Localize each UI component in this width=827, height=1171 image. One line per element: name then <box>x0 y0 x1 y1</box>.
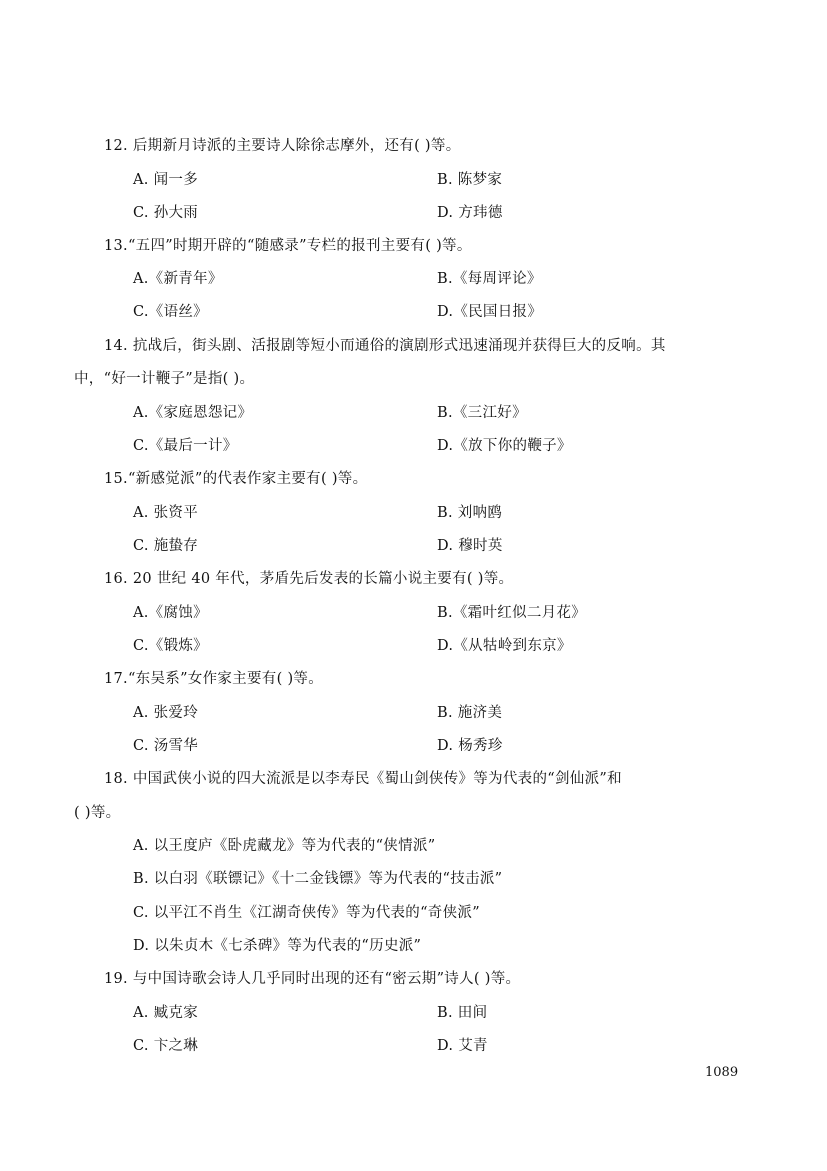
question-17-option-c: C. 汤雪华 <box>133 738 199 754</box>
page-number: 1089 <box>705 1065 739 1080</box>
question-13-option-b: B.《每周评论》 <box>437 271 542 287</box>
question-18-option-d: D. 以朱贞木《七杀碑》等为代表的“历史派” <box>133 938 422 954</box>
question-15-option-a: A. 张资平 <box>133 505 198 521</box>
question-14-stem: 14. 抗战后，街头剧、活报剧等短小而通俗的演剧形式迅速涌现并获得巨大的反响。其 <box>104 338 666 354</box>
question-13-option-c: C.《语丝》 <box>133 304 208 320</box>
question-19-option-c: C. 卞之琳 <box>133 1038 199 1054</box>
question-17-stem: 17.“东吴系”女作家主要有( )等。 <box>104 671 324 687</box>
question-12-option-b: B. 陈梦家 <box>437 172 503 188</box>
question-19-option-a: A. 臧克家 <box>133 1005 198 1021</box>
question-14-option-d: D.《放下你的鞭子》 <box>437 438 572 454</box>
question-12-option-c: C. 孙大雨 <box>133 205 199 221</box>
question-14-option-a: A.《家庭恩怨记》 <box>133 405 253 421</box>
question-12-option-d: D. 方玮德 <box>437 205 503 221</box>
question-16-stem: 16. 20 世纪 40 年代，茅盾先后发表的长篇小说主要有( )等。 <box>104 571 514 587</box>
question-18-option-a: A. 以王度庐《卧虎藏龙》等为代表的“侠情派” <box>133 838 436 854</box>
question-15-option-c: C. 施蛰存 <box>133 538 199 554</box>
question-14-option-b: B.《三江好》 <box>437 405 527 421</box>
question-18-stem: 18. 中国武侠小说的四大流派是以李寿民《蜀山剑侠传》等为代表的“剑仙派”和 <box>104 771 622 787</box>
question-16-option-c: C.《锻炼》 <box>133 638 208 654</box>
question-14-option-c: C.《最后一计》 <box>133 438 238 454</box>
question-12-stem: 12. 后期新月诗派的主要诗人除徐志摩外，还有( )等。 <box>104 138 461 154</box>
question-16-option-a: A.《腐蚀》 <box>133 605 208 621</box>
question-16-option-d: D.《从牯岭到东京》 <box>437 638 572 654</box>
question-15-option-d: D. 穆时英 <box>437 538 503 554</box>
question-13-option-d: D.《民国日报》 <box>437 304 543 320</box>
question-17-option-a: A. 张爱玲 <box>133 705 198 721</box>
question-17-option-d: D. 杨秀珍 <box>437 738 503 754</box>
question-13-option-a: A.《新青年》 <box>133 271 223 287</box>
question-17-option-b: B. 施济美 <box>437 705 503 721</box>
question-18-stem-continued: ( )等。 <box>74 805 121 821</box>
question-15-option-b: B. 刘呐鸥 <box>437 505 503 521</box>
question-16-option-b: B.《霜叶红似二月花》 <box>437 605 587 621</box>
question-19-option-d: D. 艾青 <box>437 1038 488 1054</box>
question-14-stem-continued: 中，“好一计鞭子”是指( )。 <box>74 371 255 387</box>
question-15-stem: 15.“新感觉派”的代表作家主要有( )等。 <box>104 471 368 487</box>
question-13-stem: 13.“五四”时期开辟的“随感录”专栏的报刊主要有( )等。 <box>104 238 472 254</box>
question-12-option-a: A. 闻一多 <box>133 172 198 188</box>
question-19-option-b: B. 田间 <box>437 1005 488 1021</box>
question-18-option-c: C. 以平江不肖生《江湖奇侠传》等为代表的“奇侠派” <box>133 905 480 921</box>
question-18-option-b: B. 以白羽《联镖记》《十二金钱镖》等为代表的“技击派” <box>133 871 503 887</box>
question-19-stem: 19. 与中国诗歌会诗人几乎同时出现的还有“密云期”诗人( )等。 <box>104 971 521 987</box>
